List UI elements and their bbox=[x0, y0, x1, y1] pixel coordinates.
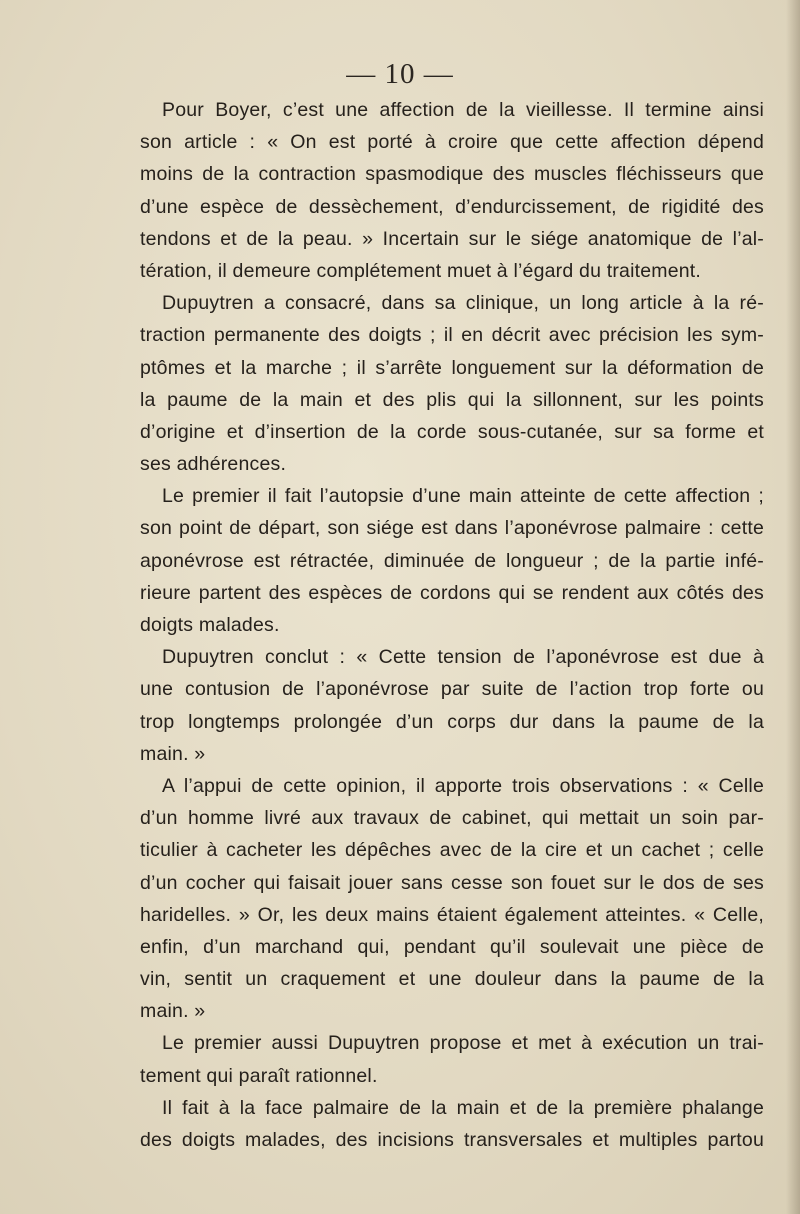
text-line: Le premier il fait l’autopsie d’une main atteinte de cette affection ; bbox=[162, 485, 764, 508]
page-edge-shadow bbox=[786, 0, 800, 1214]
text-line: tendons et de la peau. » Incertain sur le siége anatomique de l’al- bbox=[140, 227, 764, 250]
text-line: une contusion de l’aponévrose par suite de l’action trop forte ou bbox=[140, 678, 764, 701]
text-line: d’une espèce de dessèchement, d’endurcissement, de rigidité des bbox=[140, 195, 764, 218]
text-line: ticulier à cacheter les dépêches avec de la cire et un cachet ; celle bbox=[140, 839, 764, 862]
text-line: trop longtemps prolongée d’un corps dur dans la paume de la bbox=[140, 710, 764, 733]
text-line: Il fait à la face palmaire de la main et de la première phalange bbox=[162, 1096, 764, 1119]
text-line: ses adhérences. bbox=[140, 453, 287, 476]
text-line: Le premier aussi Dupuytren propose et met à exécution un trai- bbox=[162, 1032, 764, 1055]
text-line: aponévrose est rétractée, diminuée de longueur ; de la partie infé- bbox=[140, 549, 764, 572]
text-line: Pour Boyer, c’est une affection de la vieillesse. Il termine ainsi bbox=[162, 99, 764, 121]
text-line: d’un homme livré aux travaux de cabinet, qui mettait un soin par- bbox=[140, 807, 764, 830]
text-line: rieure partent des espèces de cordons qui se rendent aux côtés des bbox=[140, 581, 764, 604]
text-line: moins de la contraction spasmodique des muscles fléchisseurs que bbox=[140, 163, 764, 186]
text-line: la paume de la main et des plis qui la sillonnent, sur les points bbox=[140, 388, 764, 411]
text-line: enfin, d’un marchand qui, pendant qu’il soulevait une pièce de bbox=[140, 935, 764, 958]
text-line: d’un cocher qui faisait jouer sans cesse son fouet sur le dos de ses bbox=[140, 871, 764, 894]
text-line: tement qui paraît rationnel. bbox=[140, 1064, 378, 1087]
text-line: main. » bbox=[140, 1000, 206, 1023]
text-line: ptômes et la marche ; il s’arrête longuement sur la déformation de bbox=[140, 356, 764, 379]
text-line: son point de départ, son siége est dans l’aponévrose palmaire : cette bbox=[140, 517, 764, 540]
text-line: son article : « On est porté à croire que cette affection dépend bbox=[140, 131, 764, 154]
text-line: doigts malades. bbox=[140, 614, 280, 636]
body-text bbox=[140, 94, 764, 1156]
text-line: A l’appui de cette opinion, il apporte trois observations : « Celle bbox=[162, 774, 764, 797]
text-line: main. » bbox=[140, 742, 206, 765]
text-line: des doigts malades, des incisions transversales et multiples partou bbox=[140, 1129, 764, 1151]
text-line: Dupuytren a consacré, dans sa clinique, un long article à la ré- bbox=[162, 292, 764, 315]
text-line: vin, sentit un craquement et une douleur dans la paume de la bbox=[140, 968, 764, 991]
page-number: — 10 — bbox=[346, 58, 454, 90]
text-line: Dupuytren conclut : « Cette tension de l’aponévrose est due à bbox=[162, 646, 764, 669]
text-line: traction permanente des doigts ; il en décrit avec précision les sym- bbox=[140, 324, 764, 347]
text-line: d’origine et d’insertion de la corde sous-cutanée, sur sa forme et bbox=[140, 420, 764, 443]
text-line: tération, il demeure complétement muet à l’égard du traitement. bbox=[140, 259, 702, 282]
text-line: haridelles. » Or, les deux mains étaient également atteintes. « Celle, bbox=[140, 903, 764, 926]
